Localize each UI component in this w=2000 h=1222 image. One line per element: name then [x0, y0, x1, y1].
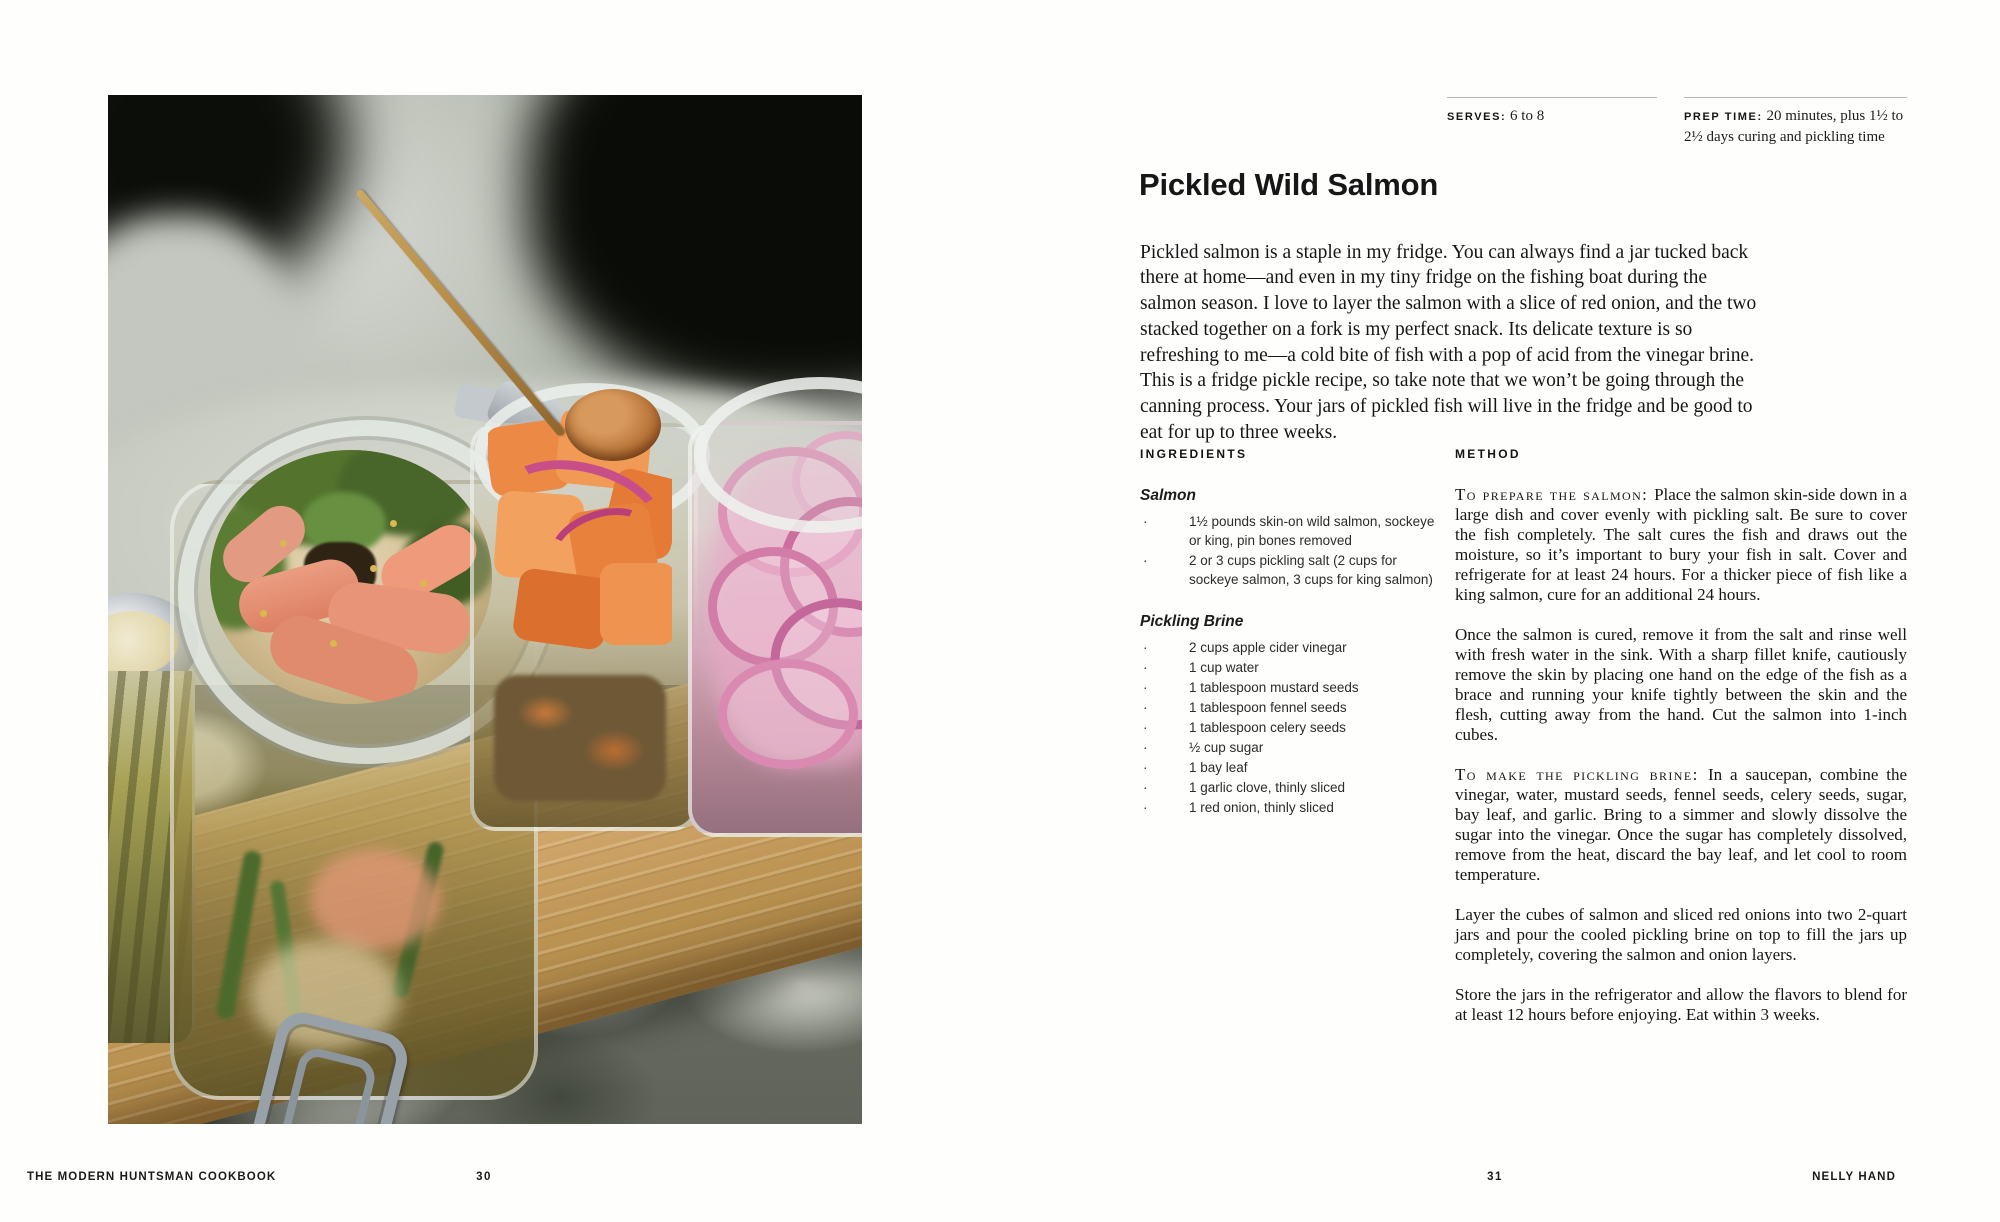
mustard-seed [370, 565, 377, 572]
bullet: · [1143, 800, 1148, 815]
ingredients-header: INGREDIENTS [1140, 447, 1248, 461]
prep-time-value: 20 minutes, plus 1½ to 2½ days curing and pickling time [1684, 108, 1904, 145]
recipe-photo [108, 95, 862, 1124]
method-step-lead: To prepare the salmon: [1455, 485, 1655, 504]
shrimp-jar-opening [210, 450, 492, 704]
ingredient-text: 1 garlic clove, thinly sliced [1189, 780, 1346, 795]
ingredient-group-name: Pickling Brine [1140, 613, 1244, 630]
method-step [1455, 905, 1907, 965]
method-step-text: Place the salmon skin-side down in a large dish and cover evenly with pickling salt. Be sure to cover the fish completely. The salt cures the fish and draws out the moisture, so it’s important to bury your fish in salt. Cover and refrigerate for at least 24 hours. For a thicker piece of fish like a king salmon, cure for an additional 24 hours. [1455, 485, 1907, 604]
method-step-text: Store the jars in the refrigerator and allow the flavors to blend for at least 12 hours before enjoying. Eat within 3 weeks. [1455, 985, 1907, 1024]
mustard-seed [330, 640, 337, 647]
method-step [1455, 625, 1907, 745]
bullet: · [1143, 740, 1148, 755]
mustard-seed [390, 520, 397, 527]
method-paragraphs [1455, 485, 1907, 1025]
author-footer: NELLY HAND [1812, 1171, 1896, 1183]
salmon-jar [470, 383, 690, 823]
serves-value: 6 to 8 [1510, 108, 1545, 124]
ingredient-group-name: Salmon [1140, 487, 1196, 504]
method-step-text: In a saucepan, combine the vinegar, water, mustard seeds, fennel seeds, celery seeds, sugar, bay leaf, and garlic. Bring to a simmer and slowly dissolve the sugar into the vinegar. Once the sugar has completely dissolved, remove from the heat, discard the bay leaf, and let cool to room temperature. [1455, 765, 1907, 884]
method-header: METHOD [1455, 447, 1521, 461]
page-number-right: 31 [1487, 1171, 1503, 1183]
ingredient-item [1140, 778, 1440, 797]
prep-time-label: PREP TIME: [1684, 111, 1763, 123]
method-step [1455, 765, 1907, 885]
ingredient-item [1140, 738, 1440, 757]
ingredient-item [1140, 698, 1440, 717]
ingredient-item [1140, 758, 1440, 777]
ingredient-item [1140, 798, 1440, 817]
method-step [1455, 985, 1907, 1025]
bullet: · [1143, 780, 1148, 795]
ingredient-item [1140, 678, 1440, 697]
pickled-contents [310, 850, 440, 950]
ingredient-text: 1 bay leaf [1189, 760, 1248, 775]
bullet: · [1143, 553, 1148, 568]
wooden-spoon-bowl [565, 389, 661, 461]
salmon-cube [511, 567, 612, 651]
ingredient-text: 1 tablespoon fennel seeds [1189, 700, 1347, 715]
ingredient-text: 1½ pounds skin-on wild salmon, sockeye or king, pin bones removed [1189, 514, 1435, 548]
ingredient-text: 1 red onion, thinly sliced [1189, 800, 1334, 815]
bullet: · [1143, 514, 1148, 529]
ingredient-group-salmon [1140, 487, 1440, 589]
ingredient-text: 2 cups apple cider vinegar [1189, 640, 1347, 655]
recipe-title: Pickled Wild Salmon [1139, 166, 1439, 202]
method-step-text: Layer the cubes of salmon and sliced red onions into two 2-quart jars and pour the cooled pickling brine on top to fill the jars up completely, covering the salmon and onion layers. [1455, 905, 1907, 964]
bullet: · [1143, 640, 1148, 655]
bullet: · [1143, 660, 1148, 675]
ingredients-column [1140, 447, 1440, 818]
bullet: · [1143, 680, 1148, 695]
method-column [1455, 447, 1907, 1045]
mustard-seed [420, 580, 427, 587]
ingredient-text: ½ cup sugar [1189, 740, 1264, 755]
ingredient-item [1140, 512, 1440, 550]
ingredient-text: 1 tablespoon mustard seeds [1189, 680, 1359, 695]
ingredient-group-pickling-brine [1140, 613, 1440, 817]
salmon-jar-lower-contents [494, 675, 666, 801]
method-step-lead: To make the pickling brine: [1455, 765, 1708, 784]
ingredient-item [1140, 638, 1440, 657]
book-title-footer: THE MODERN HUNTSMAN COOKBOOK [27, 1171, 277, 1183]
ingredient-text: 1 cup water [1189, 660, 1259, 675]
method-step-text: Once the salmon is cured, remove it from the salt and rinse well with fresh water in the sink. With a sharp fillet knife, cautiously remove the skin by placing one hand on the edge of the fish as a brace and running your knife tightly between the skin and the flesh, cutting away from the hand. Cut the salmon into 1-inch cubes. [1455, 625, 1907, 744]
ingredient-text: 1 tablespoon celery seeds [1189, 720, 1346, 735]
bullet: · [1143, 700, 1148, 715]
onion-ring [718, 659, 858, 769]
mustard-seed [260, 610, 267, 617]
serves-label: SERVES: [1447, 111, 1507, 123]
page-number-left: 30 [476, 1171, 492, 1183]
ingredient-item [1140, 658, 1440, 677]
ingredient-text: 2 or 3 cups pickling salt (2 cups for sockeye salmon, 3 cups for king salmon) [1189, 553, 1433, 587]
method-step [1455, 485, 1907, 605]
recipe-intro: Pickled salmon is a staple in my fridge. You can always find a jar tucked back there at home—and even in my tiny fridge on the fishing boat during the salmon season. I love to layer the salmon with a slice of red onion, and the two stacked together on a fork is my perfect snack. Its delicate texture is so refreshing to me—a cold bite of fish with a pop of acid from the vinegar brine. This is a fridge pickle recipe, so take note that we won’t be going through the canning process. Your jars of pickled fish will live in the fridge and be good to eat for up to three weeks. [1140, 241, 1757, 444]
ingredient-item [1140, 551, 1440, 589]
ingredient-item [1140, 718, 1440, 737]
bullet: · [1143, 720, 1148, 735]
mustard-seed [280, 540, 287, 547]
prep-time-block [1684, 97, 1907, 147]
serves-block [1447, 97, 1657, 127]
pickled-onion-jar [688, 377, 862, 829]
bullet: · [1143, 760, 1148, 775]
